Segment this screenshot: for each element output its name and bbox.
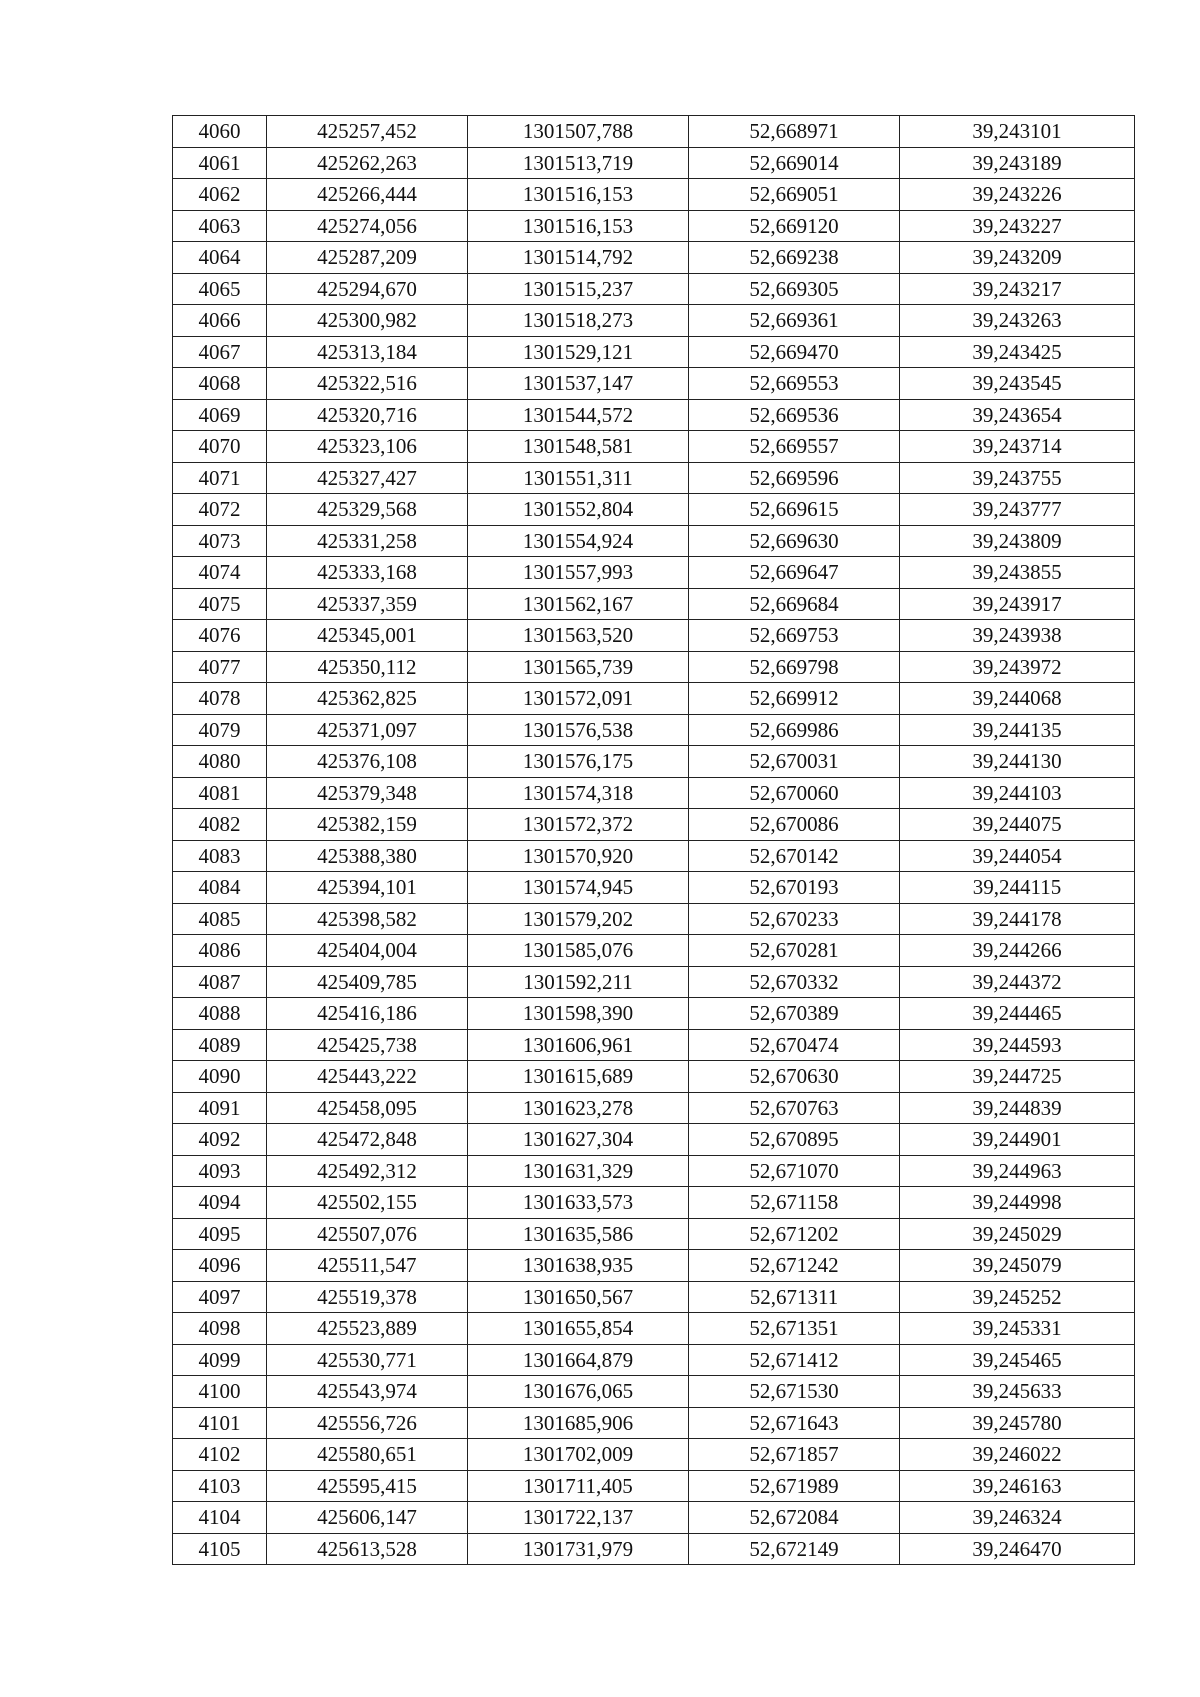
- point-number-cell: 4074: [173, 557, 267, 589]
- x-coordinate-cell: 425580,651: [267, 1439, 468, 1471]
- longitude-cell: 39,243714: [900, 431, 1135, 463]
- table-row: [173, 1313, 1135, 1345]
- point-number-cell: 4093: [173, 1155, 267, 1187]
- longitude-cell: 39,244465: [900, 998, 1135, 1030]
- longitude-cell: 39,246163: [900, 1470, 1135, 1502]
- x-coordinate-cell: 425595,415: [267, 1470, 468, 1502]
- x-coordinate-cell: 425492,312: [267, 1155, 468, 1187]
- point-number-cell: 4060: [173, 116, 267, 148]
- table-row: [173, 840, 1135, 872]
- x-coordinate-cell: 425613,528: [267, 1533, 468, 1565]
- longitude-cell: 39,243263: [900, 305, 1135, 337]
- y-coordinate-cell: 1301633,573: [468, 1187, 689, 1219]
- point-number-cell: 4068: [173, 368, 267, 400]
- point-number-cell: 4101: [173, 1407, 267, 1439]
- point-number-cell: 4084: [173, 872, 267, 904]
- longitude-cell: 39,244839: [900, 1092, 1135, 1124]
- x-coordinate-cell: 425416,186: [267, 998, 468, 1030]
- x-coordinate-cell: 425333,168: [267, 557, 468, 589]
- table-row: [173, 1187, 1135, 1219]
- table-row: [173, 1439, 1135, 1471]
- longitude-cell: 39,244178: [900, 903, 1135, 935]
- x-coordinate-cell: 425519,378: [267, 1281, 468, 1313]
- y-coordinate-cell: 1301606,961: [468, 1029, 689, 1061]
- latitude-cell: 52,669615: [689, 494, 900, 526]
- y-coordinate-cell: 1301551,311: [468, 462, 689, 494]
- table-row: [173, 1533, 1135, 1565]
- point-number-cell: 4100: [173, 1376, 267, 1408]
- coordinates-table-body: [173, 116, 1135, 1565]
- table-row: [173, 809, 1135, 841]
- latitude-cell: 52,669553: [689, 368, 900, 400]
- point-number-cell: 4082: [173, 809, 267, 841]
- latitude-cell: 52,669684: [689, 588, 900, 620]
- y-coordinate-cell: 1301516,153: [468, 179, 689, 211]
- x-coordinate-cell: 425502,155: [267, 1187, 468, 1219]
- y-coordinate-cell: 1301563,520: [468, 620, 689, 652]
- latitude-cell: 52,670193: [689, 872, 900, 904]
- x-coordinate-cell: 425320,716: [267, 399, 468, 431]
- point-number-cell: 4066: [173, 305, 267, 337]
- longitude-cell: 39,245780: [900, 1407, 1135, 1439]
- longitude-cell: 39,243972: [900, 651, 1135, 683]
- y-coordinate-cell: 1301548,581: [468, 431, 689, 463]
- x-coordinate-cell: 425606,147: [267, 1502, 468, 1534]
- point-number-cell: 4103: [173, 1470, 267, 1502]
- point-number-cell: 4065: [173, 273, 267, 305]
- longitude-cell: 39,244372: [900, 966, 1135, 998]
- y-coordinate-cell: 1301655,854: [468, 1313, 689, 1345]
- longitude-cell: 39,245331: [900, 1313, 1135, 1345]
- table-row: [173, 966, 1135, 998]
- longitude-cell: 39,244075: [900, 809, 1135, 841]
- latitude-cell: 52,669014: [689, 147, 900, 179]
- x-coordinate-cell: 425327,427: [267, 462, 468, 494]
- x-coordinate-cell: 425257,452: [267, 116, 468, 148]
- latitude-cell: 52,670142: [689, 840, 900, 872]
- table-row: [173, 714, 1135, 746]
- latitude-cell: 52,671857: [689, 1439, 900, 1471]
- x-coordinate-cell: 425345,001: [267, 620, 468, 652]
- latitude-cell: 52,669361: [689, 305, 900, 337]
- latitude-cell: 52,671643: [689, 1407, 900, 1439]
- latitude-cell: 52,670086: [689, 809, 900, 841]
- table-row: [173, 305, 1135, 337]
- table-row: [173, 1502, 1135, 1534]
- latitude-cell: 52,671989: [689, 1470, 900, 1502]
- table-row: [173, 147, 1135, 179]
- table-row: [173, 431, 1135, 463]
- table-row: [173, 1470, 1135, 1502]
- longitude-cell: 39,243217: [900, 273, 1135, 305]
- latitude-cell: 52,669305: [689, 273, 900, 305]
- longitude-cell: 39,244115: [900, 872, 1135, 904]
- y-coordinate-cell: 1301722,137: [468, 1502, 689, 1534]
- longitude-cell: 39,244130: [900, 746, 1135, 778]
- y-coordinate-cell: 1301631,329: [468, 1155, 689, 1187]
- x-coordinate-cell: 425294,670: [267, 273, 468, 305]
- table-row: [173, 903, 1135, 935]
- latitude-cell: 52,670389: [689, 998, 900, 1030]
- latitude-cell: 52,669986: [689, 714, 900, 746]
- longitude-cell: 39,245465: [900, 1344, 1135, 1376]
- point-number-cell: 4072: [173, 494, 267, 526]
- longitude-cell: 39,243777: [900, 494, 1135, 526]
- point-number-cell: 4083: [173, 840, 267, 872]
- y-coordinate-cell: 1301574,945: [468, 872, 689, 904]
- longitude-cell: 39,244998: [900, 1187, 1135, 1219]
- latitude-cell: 52,669647: [689, 557, 900, 589]
- latitude-cell: 52,669630: [689, 525, 900, 557]
- y-coordinate-cell: 1301515,237: [468, 273, 689, 305]
- y-coordinate-cell: 1301615,689: [468, 1061, 689, 1093]
- y-coordinate-cell: 1301513,719: [468, 147, 689, 179]
- point-number-cell: 4079: [173, 714, 267, 746]
- point-number-cell: 4090: [173, 1061, 267, 1093]
- latitude-cell: 52,669536: [689, 399, 900, 431]
- point-number-cell: 4063: [173, 210, 267, 242]
- table-row: [173, 1218, 1135, 1250]
- table-row: [173, 1344, 1135, 1376]
- longitude-cell: 39,243425: [900, 336, 1135, 368]
- table-row: [173, 242, 1135, 274]
- coordinates-table: [172, 115, 1135, 1565]
- y-coordinate-cell: 1301702,009: [468, 1439, 689, 1471]
- longitude-cell: 39,243209: [900, 242, 1135, 274]
- table-row: [173, 1376, 1135, 1408]
- longitude-cell: 39,243855: [900, 557, 1135, 589]
- y-coordinate-cell: 1301529,121: [468, 336, 689, 368]
- x-coordinate-cell: 425458,095: [267, 1092, 468, 1124]
- latitude-cell: 52,670474: [689, 1029, 900, 1061]
- point-number-cell: 4104: [173, 1502, 267, 1534]
- latitude-cell: 52,669051: [689, 179, 900, 211]
- point-number-cell: 4075: [173, 588, 267, 620]
- latitude-cell: 52,671412: [689, 1344, 900, 1376]
- x-coordinate-cell: 425274,056: [267, 210, 468, 242]
- y-coordinate-cell: 1301565,739: [468, 651, 689, 683]
- x-coordinate-cell: 425331,258: [267, 525, 468, 557]
- y-coordinate-cell: 1301638,935: [468, 1250, 689, 1282]
- longitude-cell: 39,243226: [900, 179, 1135, 211]
- table-row: [173, 116, 1135, 148]
- longitude-cell: 39,244901: [900, 1124, 1135, 1156]
- x-coordinate-cell: 425362,825: [267, 683, 468, 715]
- table-row: [173, 399, 1135, 431]
- table-row: [173, 462, 1135, 494]
- y-coordinate-cell: 1301507,788: [468, 116, 689, 148]
- longitude-cell: 39,244266: [900, 935, 1135, 967]
- x-coordinate-cell: 425511,547: [267, 1250, 468, 1282]
- point-number-cell: 4094: [173, 1187, 267, 1219]
- table-row: [173, 494, 1135, 526]
- x-coordinate-cell: 425425,738: [267, 1029, 468, 1061]
- table-row: [173, 1281, 1135, 1313]
- table-row: [173, 1250, 1135, 1282]
- point-number-cell: 4078: [173, 683, 267, 715]
- point-number-cell: 4069: [173, 399, 267, 431]
- table-row: [173, 746, 1135, 778]
- latitude-cell: 52,671530: [689, 1376, 900, 1408]
- x-coordinate-cell: 425404,004: [267, 935, 468, 967]
- table-row: [173, 525, 1135, 557]
- longitude-cell: 39,243189: [900, 147, 1135, 179]
- point-number-cell: 4076: [173, 620, 267, 652]
- point-number-cell: 4088: [173, 998, 267, 1030]
- latitude-cell: 52,670060: [689, 777, 900, 809]
- y-coordinate-cell: 1301576,175: [468, 746, 689, 778]
- latitude-cell: 52,669798: [689, 651, 900, 683]
- longitude-cell: 39,244054: [900, 840, 1135, 872]
- y-coordinate-cell: 1301518,273: [468, 305, 689, 337]
- latitude-cell: 52,670763: [689, 1092, 900, 1124]
- y-coordinate-cell: 1301516,153: [468, 210, 689, 242]
- table-row: [173, 872, 1135, 904]
- point-number-cell: 4098: [173, 1313, 267, 1345]
- longitude-cell: 39,243938: [900, 620, 1135, 652]
- y-coordinate-cell: 1301557,993: [468, 557, 689, 589]
- latitude-cell: 52,670332: [689, 966, 900, 998]
- x-coordinate-cell: 425337,359: [267, 588, 468, 620]
- x-coordinate-cell: 425507,076: [267, 1218, 468, 1250]
- longitude-cell: 39,245633: [900, 1376, 1135, 1408]
- table-row: [173, 1155, 1135, 1187]
- y-coordinate-cell: 1301676,065: [468, 1376, 689, 1408]
- latitude-cell: 52,670630: [689, 1061, 900, 1093]
- point-number-cell: 4061: [173, 147, 267, 179]
- y-coordinate-cell: 1301514,792: [468, 242, 689, 274]
- table-row: [173, 651, 1135, 683]
- latitude-cell: 52,668971: [689, 116, 900, 148]
- y-coordinate-cell: 1301627,304: [468, 1124, 689, 1156]
- point-number-cell: 4085: [173, 903, 267, 935]
- x-coordinate-cell: 425398,582: [267, 903, 468, 935]
- x-coordinate-cell: 425350,112: [267, 651, 468, 683]
- y-coordinate-cell: 1301635,586: [468, 1218, 689, 1250]
- longitude-cell: 39,246022: [900, 1439, 1135, 1471]
- longitude-cell: 39,243545: [900, 368, 1135, 400]
- latitude-cell: 52,670031: [689, 746, 900, 778]
- table-row: [173, 777, 1135, 809]
- point-number-cell: 4105: [173, 1533, 267, 1565]
- longitude-cell: 39,244593: [900, 1029, 1135, 1061]
- point-number-cell: 4080: [173, 746, 267, 778]
- y-coordinate-cell: 1301572,091: [468, 683, 689, 715]
- point-number-cell: 4064: [173, 242, 267, 274]
- x-coordinate-cell: 425322,516: [267, 368, 468, 400]
- y-coordinate-cell: 1301537,147: [468, 368, 689, 400]
- point-number-cell: 4089: [173, 1029, 267, 1061]
- x-coordinate-cell: 425379,348: [267, 777, 468, 809]
- latitude-cell: 52,670233: [689, 903, 900, 935]
- x-coordinate-cell: 425543,974: [267, 1376, 468, 1408]
- latitude-cell: 52,671311: [689, 1281, 900, 1313]
- y-coordinate-cell: 1301572,372: [468, 809, 689, 841]
- table-row: [173, 557, 1135, 589]
- longitude-cell: 39,244963: [900, 1155, 1135, 1187]
- point-number-cell: 4092: [173, 1124, 267, 1156]
- x-coordinate-cell: 425472,848: [267, 1124, 468, 1156]
- longitude-cell: 39,246470: [900, 1533, 1135, 1565]
- x-coordinate-cell: 425388,380: [267, 840, 468, 872]
- y-coordinate-cell: 1301664,879: [468, 1344, 689, 1376]
- y-coordinate-cell: 1301592,211: [468, 966, 689, 998]
- y-coordinate-cell: 1301562,167: [468, 588, 689, 620]
- x-coordinate-cell: 425329,568: [267, 494, 468, 526]
- longitude-cell: 39,243227: [900, 210, 1135, 242]
- table-row: [173, 998, 1135, 1030]
- longitude-cell: 39,243755: [900, 462, 1135, 494]
- latitude-cell: 52,669753: [689, 620, 900, 652]
- longitude-cell: 39,245079: [900, 1250, 1135, 1282]
- latitude-cell: 52,672084: [689, 1502, 900, 1534]
- point-number-cell: 4099: [173, 1344, 267, 1376]
- y-coordinate-cell: 1301579,202: [468, 903, 689, 935]
- y-coordinate-cell: 1301731,979: [468, 1533, 689, 1565]
- latitude-cell: 52,671242: [689, 1250, 900, 1282]
- x-coordinate-cell: 425394,101: [267, 872, 468, 904]
- point-number-cell: 4073: [173, 525, 267, 557]
- table-row: [173, 620, 1135, 652]
- x-coordinate-cell: 425530,771: [267, 1344, 468, 1376]
- table-row: [173, 1029, 1135, 1061]
- table-row: [173, 336, 1135, 368]
- point-number-cell: 4097: [173, 1281, 267, 1313]
- x-coordinate-cell: 425371,097: [267, 714, 468, 746]
- table-row: [173, 1124, 1135, 1156]
- table-row: [173, 273, 1135, 305]
- y-coordinate-cell: 1301570,920: [468, 840, 689, 872]
- table-row: [173, 1061, 1135, 1093]
- latitude-cell: 52,670281: [689, 935, 900, 967]
- x-coordinate-cell: 425556,726: [267, 1407, 468, 1439]
- table-row: [173, 683, 1135, 715]
- longitude-cell: 39,243654: [900, 399, 1135, 431]
- longitude-cell: 39,243917: [900, 588, 1135, 620]
- table-row: [173, 935, 1135, 967]
- table-row: [173, 1092, 1135, 1124]
- latitude-cell: 52,671202: [689, 1218, 900, 1250]
- longitude-cell: 39,244135: [900, 714, 1135, 746]
- y-coordinate-cell: 1301544,572: [468, 399, 689, 431]
- point-number-cell: 4067: [173, 336, 267, 368]
- y-coordinate-cell: 1301650,567: [468, 1281, 689, 1313]
- latitude-cell: 52,669557: [689, 431, 900, 463]
- latitude-cell: 52,671158: [689, 1187, 900, 1219]
- point-number-cell: 4091: [173, 1092, 267, 1124]
- x-coordinate-cell: 425443,222: [267, 1061, 468, 1093]
- x-coordinate-cell: 425376,108: [267, 746, 468, 778]
- x-coordinate-cell: 425523,889: [267, 1313, 468, 1345]
- x-coordinate-cell: 425287,209: [267, 242, 468, 274]
- y-coordinate-cell: 1301598,390: [468, 998, 689, 1030]
- x-coordinate-cell: 425262,263: [267, 147, 468, 179]
- x-coordinate-cell: 425300,982: [267, 305, 468, 337]
- longitude-cell: 39,244068: [900, 683, 1135, 715]
- longitude-cell: 39,244725: [900, 1061, 1135, 1093]
- x-coordinate-cell: 425323,106: [267, 431, 468, 463]
- latitude-cell: 52,669596: [689, 462, 900, 494]
- latitude-cell: 52,671070: [689, 1155, 900, 1187]
- y-coordinate-cell: 1301623,278: [468, 1092, 689, 1124]
- table-row: [173, 368, 1135, 400]
- longitude-cell: 39,243101: [900, 116, 1135, 148]
- point-number-cell: 4070: [173, 431, 267, 463]
- point-number-cell: 4071: [173, 462, 267, 494]
- latitude-cell: 52,671351: [689, 1313, 900, 1345]
- point-number-cell: 4081: [173, 777, 267, 809]
- point-number-cell: 4087: [173, 966, 267, 998]
- latitude-cell: 52,670895: [689, 1124, 900, 1156]
- y-coordinate-cell: 1301576,538: [468, 714, 689, 746]
- table-row: [173, 588, 1135, 620]
- longitude-cell: 39,244103: [900, 777, 1135, 809]
- latitude-cell: 52,672149: [689, 1533, 900, 1565]
- point-number-cell: 4086: [173, 935, 267, 967]
- y-coordinate-cell: 1301685,906: [468, 1407, 689, 1439]
- longitude-cell: 39,243809: [900, 525, 1135, 557]
- longitude-cell: 39,246324: [900, 1502, 1135, 1534]
- y-coordinate-cell: 1301585,076: [468, 935, 689, 967]
- point-number-cell: 4096: [173, 1250, 267, 1282]
- longitude-cell: 39,245029: [900, 1218, 1135, 1250]
- y-coordinate-cell: 1301552,804: [468, 494, 689, 526]
- point-number-cell: 4077: [173, 651, 267, 683]
- latitude-cell: 52,669120: [689, 210, 900, 242]
- point-number-cell: 4095: [173, 1218, 267, 1250]
- y-coordinate-cell: 1301711,405: [468, 1470, 689, 1502]
- latitude-cell: 52,669470: [689, 336, 900, 368]
- y-coordinate-cell: 1301554,924: [468, 525, 689, 557]
- longitude-cell: 39,245252: [900, 1281, 1135, 1313]
- x-coordinate-cell: 425409,785: [267, 966, 468, 998]
- latitude-cell: 52,669912: [689, 683, 900, 715]
- table-row: [173, 179, 1135, 211]
- table-row: [173, 1407, 1135, 1439]
- point-number-cell: 4062: [173, 179, 267, 211]
- latitude-cell: 52,669238: [689, 242, 900, 274]
- table-row: [173, 210, 1135, 242]
- x-coordinate-cell: 425313,184: [267, 336, 468, 368]
- x-coordinate-cell: 425382,159: [267, 809, 468, 841]
- point-number-cell: 4102: [173, 1439, 267, 1471]
- x-coordinate-cell: 425266,444: [267, 179, 468, 211]
- y-coordinate-cell: 1301574,318: [468, 777, 689, 809]
